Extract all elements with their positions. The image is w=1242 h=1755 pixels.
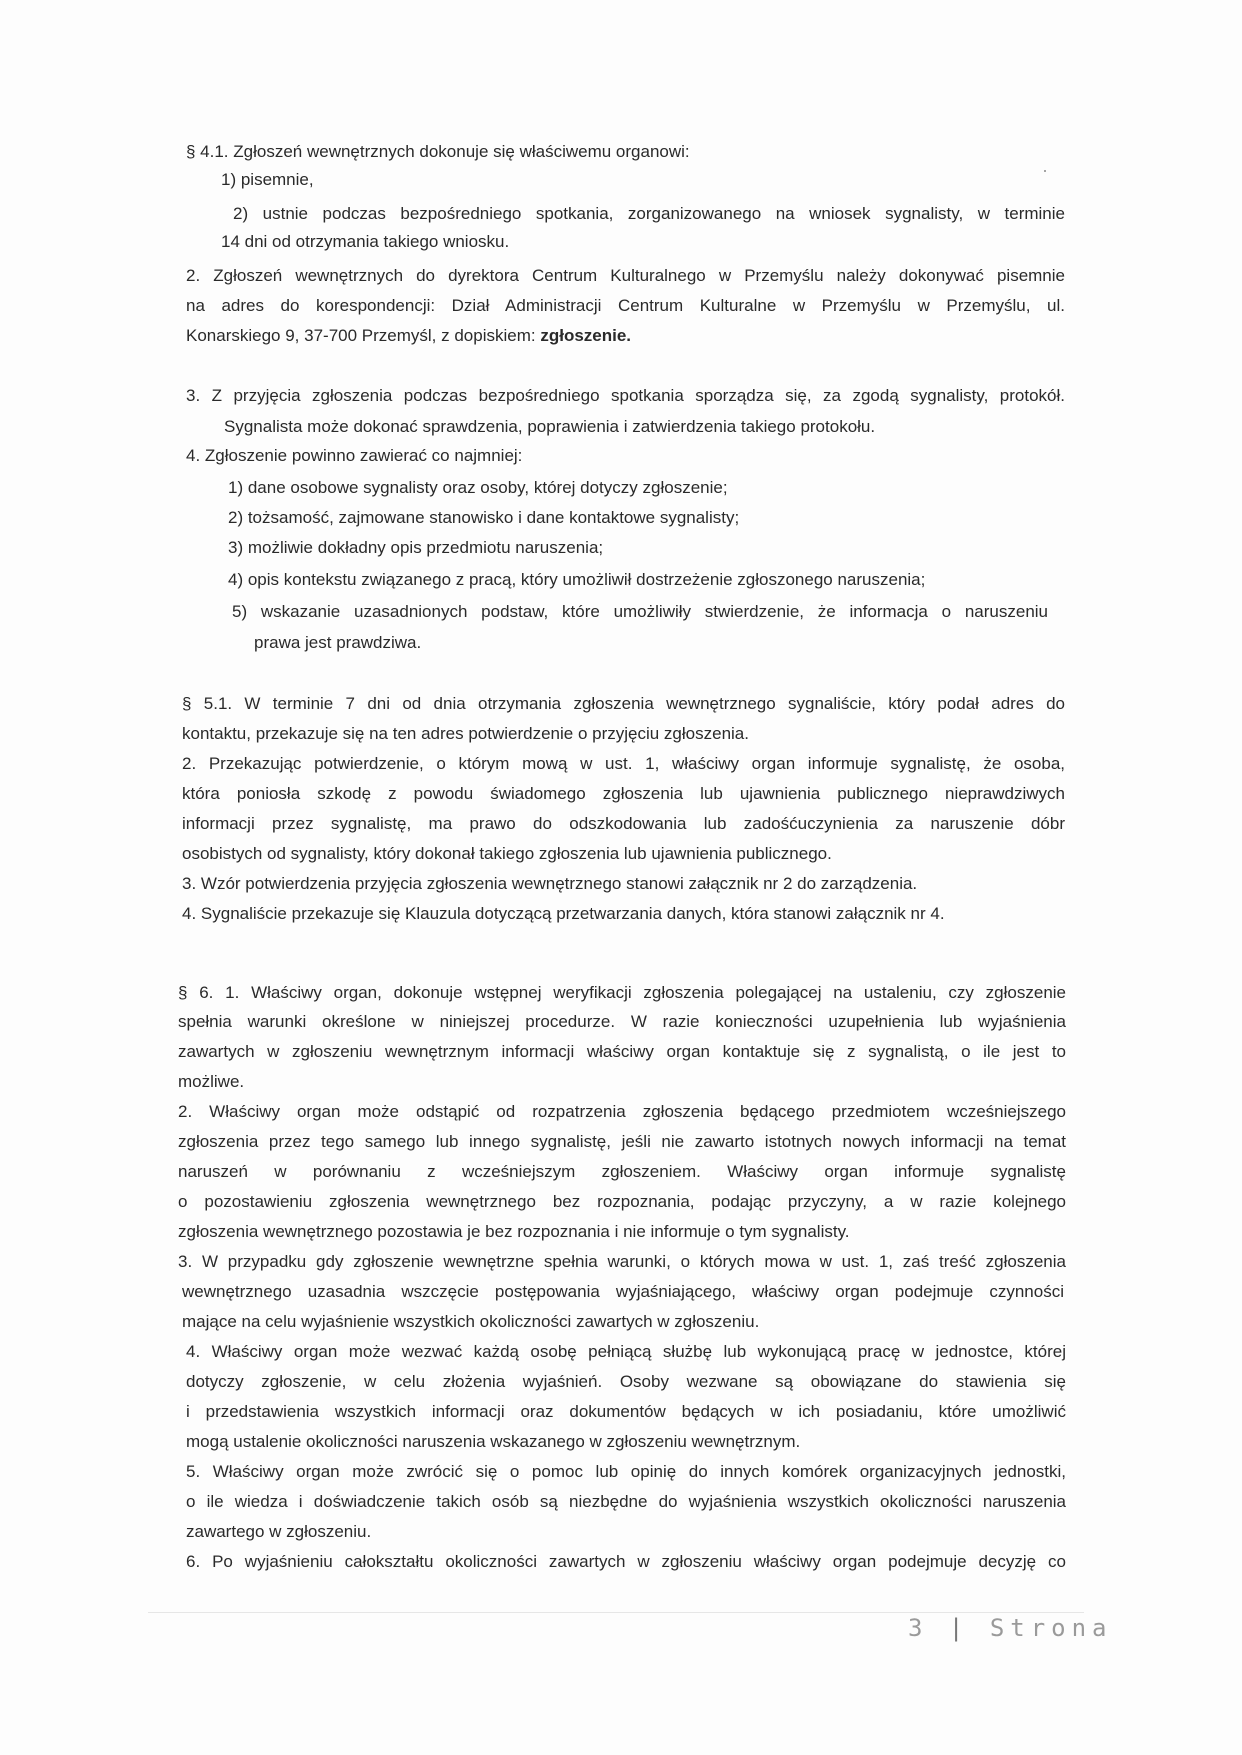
section-4-1: § 4.1. Zgłoszeń wewnętrznych dokonuje się właściwemu organowi:: [186, 142, 690, 161]
section-4-3-cont: Sygnalista może dokonać sprawdzenia, poprawienia i zatwierdzenia takiego protokołu.: [224, 417, 876, 436]
section-6-5: 5. Właściwy organ może zwrócić się o pomoc lub opinię do innych komórek organizacyjnych jednostki,: [186, 1462, 1066, 1481]
page-footer: [908, 1614, 1113, 1642]
section-5-2-cont: która poniosła szkodę z powodu świadomego zgłoszenia lub ujawnienia publicznego nieprawdziwych: [182, 784, 1065, 803]
section-6-1-cont: spełnia warunki określone w niniejszej procedurze. W razie konieczności uzupełnienia lub wyjaśnienia: [178, 1012, 1066, 1031]
section-5-4: 4. Sygnaliście przekazuje się Klauzula dotyczącą przetwarzania danych, która stanowi załącznik nr 4.: [182, 904, 945, 923]
page-number: 3: [908, 1614, 929, 1642]
page-label: Strona: [989, 1614, 1113, 1642]
section-6-2-cont: naruszeń w porównaniu z wcześniejszym zgłoszeniem. Właściwy organ informuje sygnalistę: [178, 1162, 1066, 1181]
section-5-2: 2. Przekazując potwierdzenie, o którym mową w ust. 1, właściwy organ informuje sygnalistę, że osoba,: [182, 754, 1065, 773]
section-4-2-cont: [186, 325, 631, 347]
section-4-4: 4. Zgłoszenie powinno zawierać co najmniej:: [186, 446, 523, 465]
footer-separator: |: [948, 1614, 970, 1642]
list-item-cont: prawa jest prawdziwa.: [254, 633, 422, 652]
annotation-bold: zgłoszenie.: [540, 326, 632, 345]
scan-speck: [1044, 170, 1046, 172]
section-6-6: 6. Po wyjaśnieniu całokształtu okoliczności zawartych w zgłoszeniu właściwy organ podejmuje decyzję co: [186, 1552, 1066, 1571]
section-5-1-cont: kontaktu, przekazuje się na ten adres potwierdzenie o przyjęciu zgłoszenia.: [182, 724, 749, 743]
section-6-2: 2. Właściwy organ może odstąpić od rozpatrzenia zgłoszenia będącego przedmiotem wcześniejszego: [178, 1102, 1066, 1121]
section-6-4-cont: mogą ustalenie okoliczności naruszenia wskazanego w zgłoszeniu wewnętrznym.: [186, 1432, 801, 1451]
section-6-3-cont: mające na celu wyjaśnienie wszystkich okoliczności zawartych w zgłoszeniu.: [182, 1312, 760, 1331]
list-item: 2) ustnie podczas bezpośredniego spotkania, zorganizowanego na wniosek sygnalisty, w terminie: [233, 204, 1065, 223]
section-6-5-cont: zawartego w zgłoszeniu.: [186, 1522, 372, 1541]
list-item: 1) dane osobowe sygnalisty oraz osoby, której dotyczy zgłoszenie;: [228, 478, 728, 497]
section-6-4: 4. Właściwy organ może wezwać każdą osobę pełniącą służbę lub wykonującą pracę w jednostce, której: [186, 1342, 1066, 1361]
list-item: 4) opis kontekstu związanego z pracą, który umożliwił dostrzeżenie zgłoszonego naruszenia;: [228, 570, 926, 589]
section-6-5-cont: o ile wiedza i doświadczenie takich osób są niezbędne do wyjaśnienia wszystkich okoliczności naruszenia: [186, 1492, 1066, 1511]
section-5-2-cont: osobistych od sygnalisty, który dokonał takiego zgłoszenia lub ujawnienia publicznego.: [182, 844, 832, 863]
section-6-2-cont: zgłoszenia wewnętrznego pozostawia je bez rozpoznania i nie informuje o tym sygnalisty.: [178, 1222, 850, 1241]
section-6-1: § 6. 1. Właściwy organ, dokonuje wstępnej weryfikacji zgłoszenia polegającej na ustaleniu, czy zgłoszenie: [178, 983, 1066, 1002]
section-4-2: 2. Zgłoszeń wewnętrznych do dyrektora Centrum Kulturalnego w Przemyślu należy dokonywać pisemnie: [186, 266, 1065, 285]
section-4-3: 3. Z przyjęcia zgłoszenia podczas bezpośredniego spotkania sporządza się, za zgodą sygnalisty, protokół.: [186, 386, 1065, 405]
list-item: 1) pisemnie,: [221, 170, 314, 189]
section-4-2-cont: na adres do korespondencji: Dział Administracji Centrum Kulturalne w Przemyślu w Przemyślu, ul.: [186, 296, 1065, 315]
section-6-2-cont: o pozostawieniu zgłoszenia wewnętrznego bez rozpoznania, podając przyczyny, a w razie kolejnego: [178, 1192, 1066, 1211]
section-6-3-cont: wewnętrznego uzasadnia wszczęcie postępowania wyjaśniającego, właściwy organ podejmuje czynności: [182, 1282, 1064, 1301]
section-5-2-cont: informacji przez sygnalistę, ma prawo do odszkodowania lub zadośćuczynienia za naruszenie dóbr: [182, 814, 1065, 833]
section-6-4-cont: i przedstawienia wszystkich informacji oraz dokumentów będących w ich posiadaniu, które umożliwić: [186, 1402, 1066, 1421]
section-6-1-cont: zawartych w zgłoszeniu wewnętrznym informacji właściwy organ kontaktuje się z sygnalistą, o ile jest to: [178, 1042, 1066, 1061]
footer-divider: [148, 1612, 1084, 1613]
address-text: Konarskiego 9, 37-700 Przemyśl, z dopiskiem:: [186, 326, 536, 345]
list-item: 5) wskazanie uzasadnionych podstaw, które umożliwiły stwierdzenie, że informacja o naruszeniu: [232, 602, 1048, 621]
section-6-3: 3. W przypadku gdy zgłoszenie wewnętrzne spełnia warunki, o których mowa w ust. 1, zaś treść zgłoszenia: [178, 1252, 1066, 1271]
section-5-1: § 5.1. W terminie 7 dni od dnia otrzymania zgłoszenia wewnętrznego sygnaliście, który podał adres do: [182, 694, 1065, 713]
section-6-2-cont: zgłoszenia przez tego samego lub innego sygnalistę, jeśli nie zawarto istotnych nowych informacji na temat: [178, 1132, 1066, 1151]
list-item: 3) możliwie dokładny opis przedmiotu naruszenia;: [228, 538, 604, 557]
list-item: 2) tożsamość, zajmowane stanowisko i dane kontaktowe sygnalisty;: [228, 508, 740, 527]
section-6-1-cont: możliwe.: [178, 1072, 245, 1091]
list-item-cont: 14 dni od otrzymania takiego wniosku.: [221, 232, 510, 251]
section-6-4-cont: dotyczy zgłoszenie, w celu złożenia wyjaśnień. Osoby wezwane są obowiązane do stawienia się: [186, 1372, 1066, 1391]
section-5-3: 3. Wzór potwierdzenia przyjęcia zgłoszenia wewnętrznego stanowi załącznik nr 2 do zarządzenia.: [182, 874, 918, 893]
